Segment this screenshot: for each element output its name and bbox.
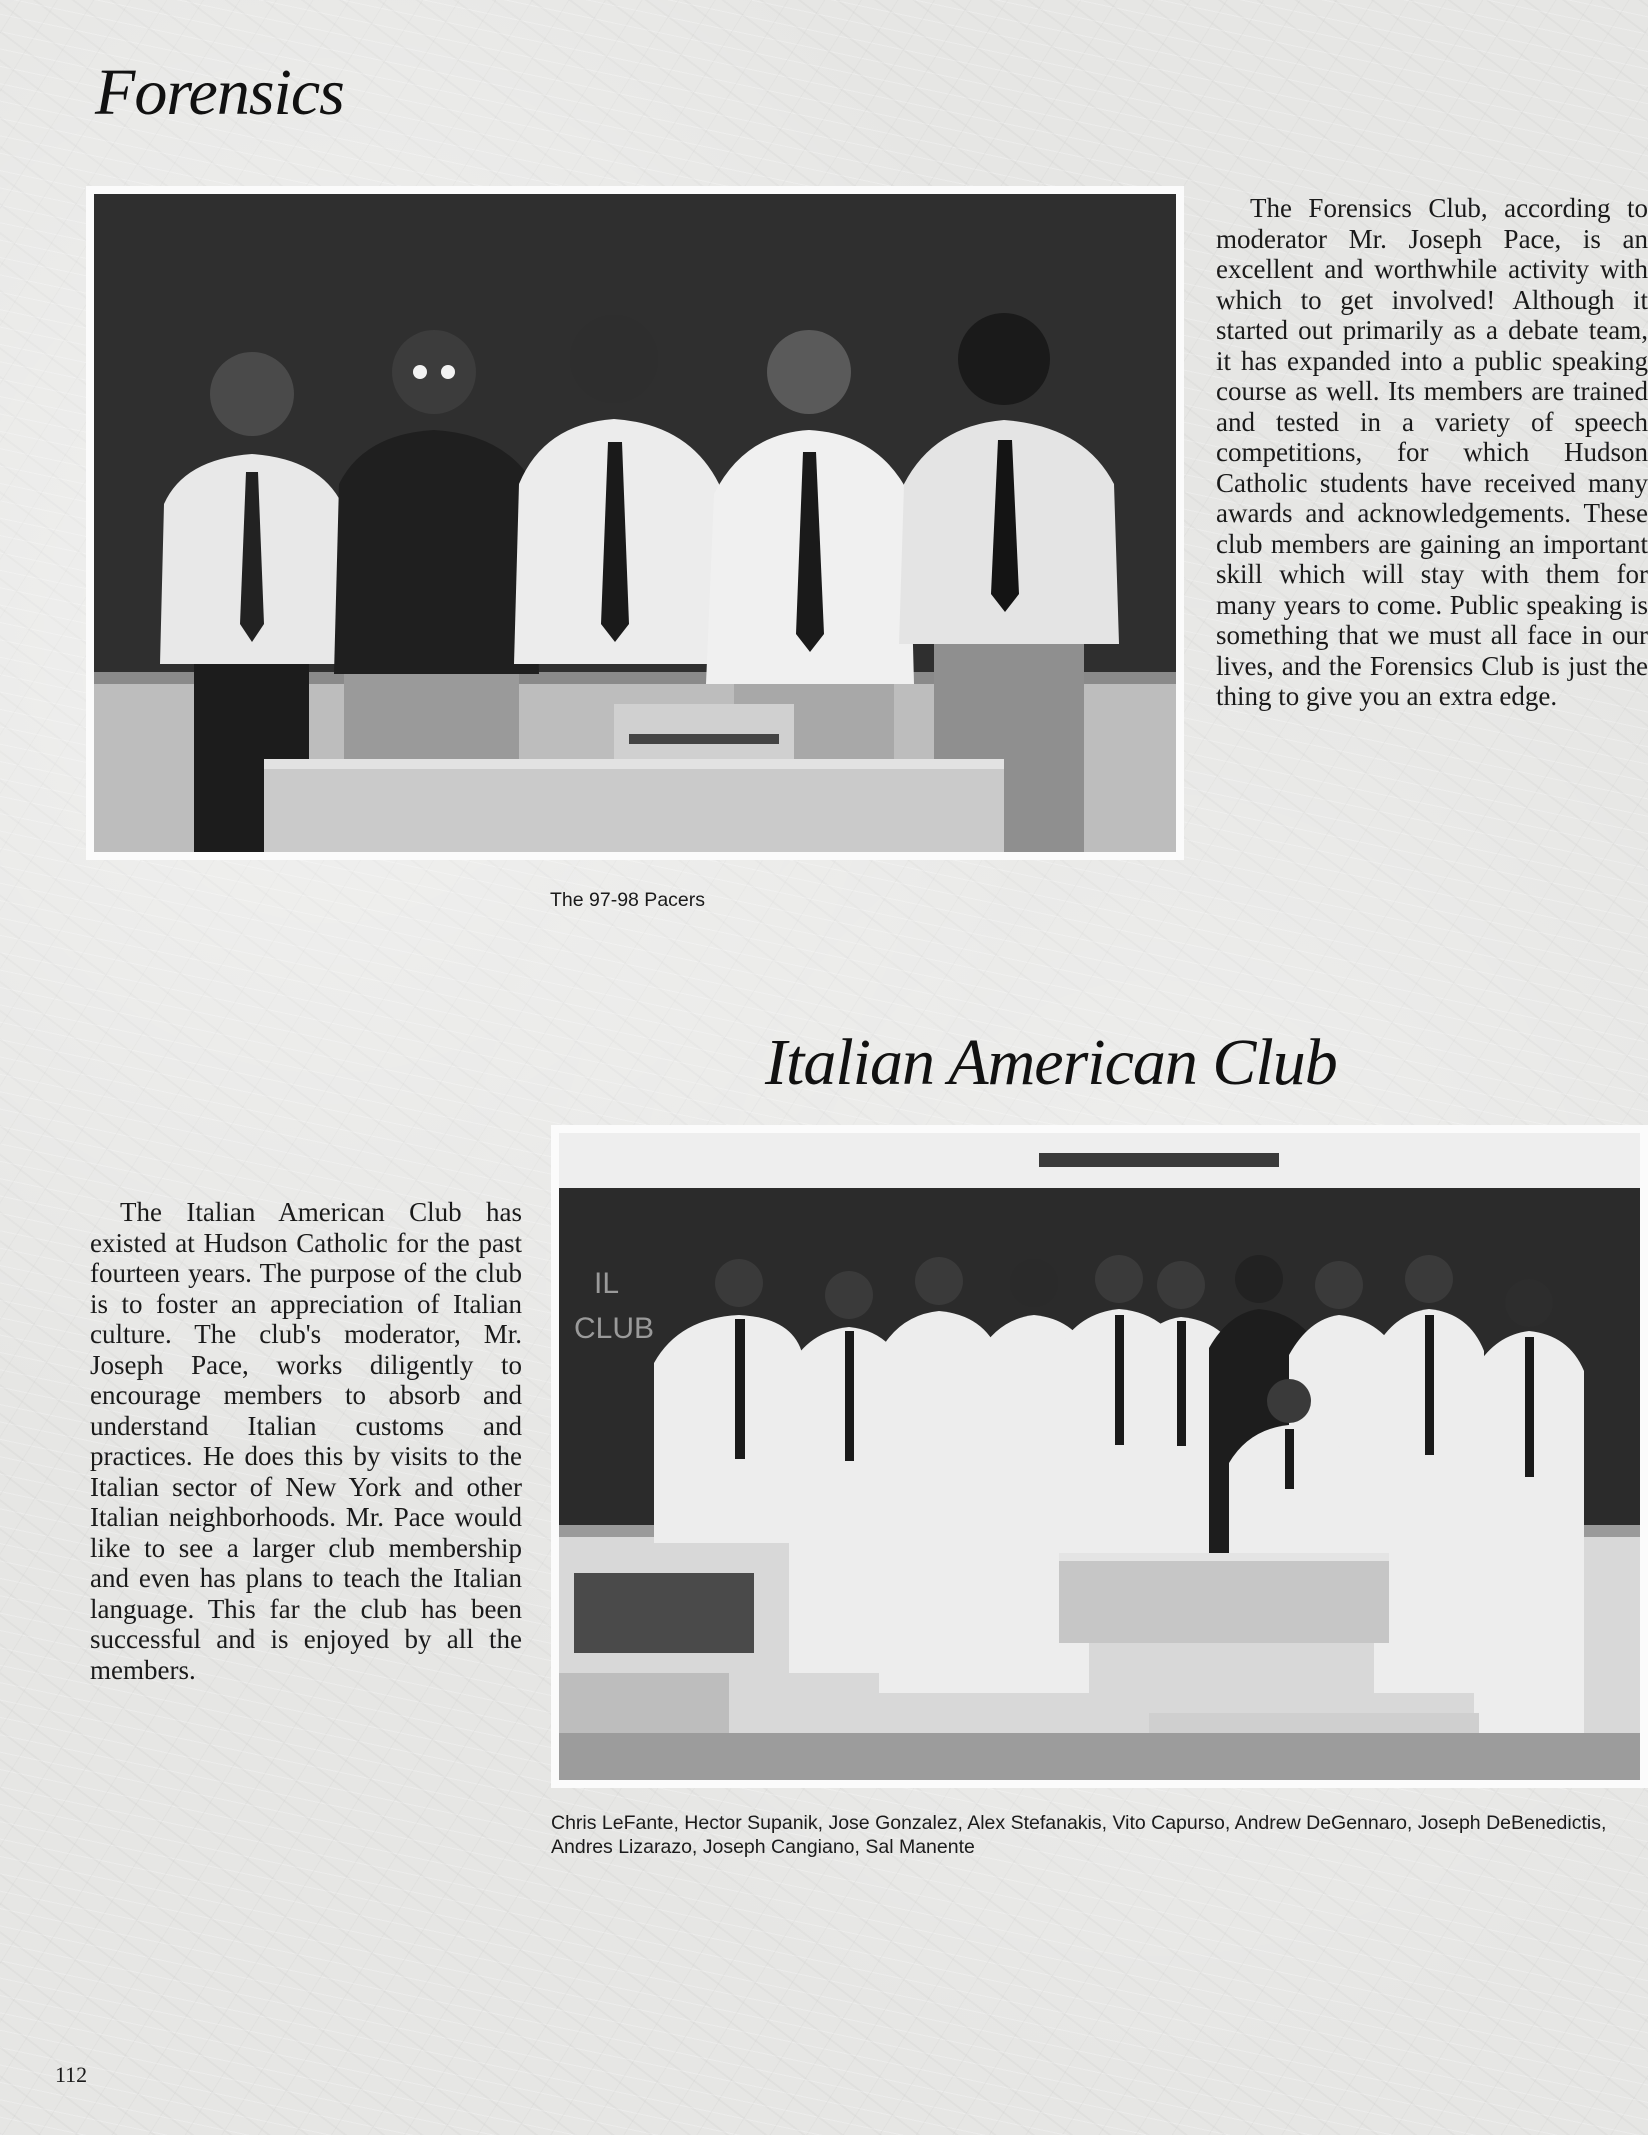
forensics-title: Forensics <box>95 56 344 129</box>
forensics-group-photo <box>86 186 1184 860</box>
italian-american-club-photo-image <box>559 1133 1640 1780</box>
italian-american-club-photo-caption: Chris LeFante, Hector Supanik, Jose Gonzalez, Alex Stefanakis, Vito Capurso, Andrew DeGennaro, Joseph DeBenedictis, Andres Lizarazo, Joseph Cangiano, Sal Manente <box>551 1812 1607 1858</box>
forensics-body-text: The Forensics Club, according to moderator Mr. Joseph Pace, is an excellent and worthwhile activity with which to get involved! Although it started out primarily as a debate team, it has expanded into a public speaking course as well. Its members are trained and tested in a variety of speech competitions, for which Hudson Catholic students have received many awards and acknowledgements. These club members are gaining an important skill which will stay with them for many years to come. Public speaking is something that we must all face in our lives, and the Forensics Club is just the thing to give you an extra edge. <box>1216 193 1648 711</box>
forensics-photo-image <box>94 194 1176 852</box>
page-number: 112 <box>55 2062 88 2087</box>
forensics-photo-caption: The 97-98 Pacers <box>550 889 706 911</box>
chalkboard-text-il: IL <box>594 1267 620 1300</box>
italian-american-club-group-photo <box>551 1125 1648 1788</box>
italian-american-club-title: Italian American Club <box>765 1026 1337 1099</box>
italian-american-club-body-text: The Italian American Club has existed at Hudson Catholic for the past fourteen years. The purpose of the club is to foster an appreciation of Italian culture. The club's moderator, Mr. Joseph Pace, works diligently to encourage members to absorb and understand Italian customs and practices. He does this by visits to the Italian sector of New York and other Italian neighborhoods. Mr. Pace would like to see a larger club membership and even has plans to teach the Italian language. This far the club has been successful and is enjoyed by all the members. <box>90 1197 522 1685</box>
chalkboard-text-club: CLUB <box>574 1312 655 1345</box>
